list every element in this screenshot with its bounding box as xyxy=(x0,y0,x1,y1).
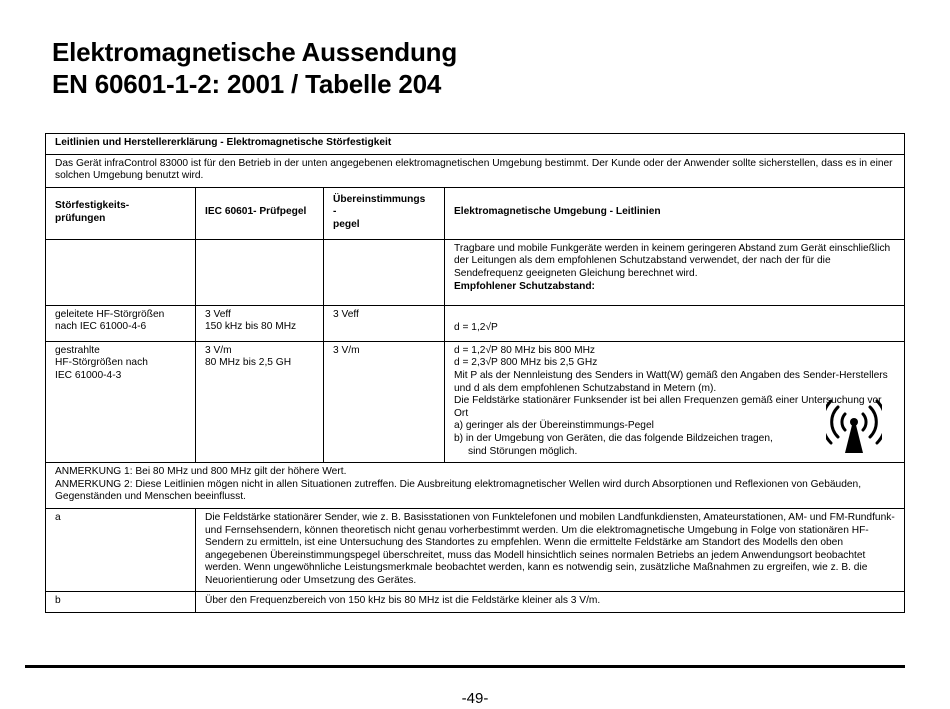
footer-divider xyxy=(25,665,905,668)
radiated-level-line2: 80 MHz bis 2,5 GH xyxy=(205,357,292,369)
col-header-test-line1: Störfestigkeits- xyxy=(55,200,130,212)
col-header-compliance-line1: Übereinstimmungs xyxy=(333,193,426,205)
notes-row xyxy=(46,463,905,509)
footnote-a-label: a xyxy=(46,508,196,592)
radiated-item-b-continued: sind Störungen möglich. xyxy=(468,445,578,457)
radiated-test-line3: IEC 61000-4-3 xyxy=(55,369,122,381)
conducted-formula: d = 1,2√P xyxy=(454,321,498,333)
conducted-environment-cell xyxy=(445,305,905,341)
col-header-level: IEC 60601- Prüfpegel xyxy=(196,187,324,239)
radiated-test-line1: gestrahlte xyxy=(55,344,100,356)
table-header-row xyxy=(46,134,905,155)
empty-cell xyxy=(324,239,445,305)
conducted-row xyxy=(46,305,905,341)
radiated-formula-2: d = 2,3√P 800 MHz bis 2,5 GHz xyxy=(454,357,598,369)
radiated-test-cell xyxy=(46,341,196,462)
radiated-field-strength-text: Die Feldstärke stationärer Funksender ist bei allen Frequenzen gemäß einer Untersuchung vor Ort xyxy=(454,395,882,419)
col-header-compliance xyxy=(324,187,445,239)
general-guidance-text: Tragbare und mobile Funkgeräte werden in keinem geringeren Abstand zum Gerät einschließlich der Leitungen als dem empfohlenen Schutzabstand verwendet, der nach der für die Sendefrequenz geeigneten Gleichung berechnet wird. xyxy=(454,242,891,279)
footnote-b-row xyxy=(46,592,905,613)
empty-cell xyxy=(196,239,324,305)
general-guidance-row xyxy=(46,239,905,305)
radiated-item-b: b) in der Umgebung von Geräten, die das folgende Bildzeichen tragen, xyxy=(454,432,773,444)
title-line-1: Elektromagnetische Aussendung xyxy=(52,37,457,67)
col-header-compliance-line3: pegel xyxy=(333,219,360,231)
conducted-test-line1: geleitete HF-Störgrößen xyxy=(55,308,165,320)
note-1: ANMERKUNG 1: Bei 80 MHz und 800 MHz gilt der höhere Wert. xyxy=(55,466,347,478)
col-header-environment: Elektromagnetische Umgebung - Leitlinien xyxy=(445,187,905,239)
immunity-table xyxy=(45,133,905,613)
radiated-power-explanation: Mit P als der Nennleistung des Senders in Watt(W) gemäß den Angaben des Sender-Herstellers und d als dem empfohlenen Schutzabstand in Metern (m). xyxy=(454,369,888,394)
footnote-a-text: Die Feldstärke stationärer Sender, wie z. B. Basisstationen von Funktelefonen und mobilen Landfunkdiensten, Amateurstationen, AM- und FM-Rundfunk- und Fernsehsendern, können theoretisch nicht genau vorherbestimmt werden. Um die elektromagnetische Umgebung in Folge von stationären HF-Sendern zu ermitteln, ist eine Untersuchung des Standortes zu empfehlen. Wenn die ermittelte Feldstärke am Standort des Modells den oben angegebenen Übereinstimmungspegel überschreitet, muss das Modell hinsichtlich seines normalen Betriebs an jedem Anwendungsort beobachtet werden. Wenn ungewöhnliche Leistungsmerkmale beobachtet werden, kann es notwendig sein, zusätzliche Maßnahmen zu ergreifen, wie z. B. die Neuorientierung oder Umsetzung des Gerätes. xyxy=(196,508,905,592)
col-header-test xyxy=(46,187,196,239)
intro-text: Das Gerät infraControl 83000 ist für den Betrieb in der unten angegebenen elektromagnetischen Umgebung bestimmt. Der Kunde oder der Anwender sollte sicherstellen, dass es in einer solchen Umgebung benutzt wird. xyxy=(46,154,905,187)
radiated-level-line1: 3 V/m xyxy=(205,344,232,356)
footnote-a-row xyxy=(46,508,905,592)
radiated-item-a: a) geringer als der Übereinstimmungs-Pegel xyxy=(454,420,654,432)
notes-cell xyxy=(46,463,905,509)
note-2: ANMERKUNG 2: Diese Leitlinien mögen nicht in allen Situationen zutreffen. Die Ausbreitung elektromagnetischer Wellen wird durch Absorptionen und Reflexionen von Gebäuden, Gegenständen und Menschen beeinflusst. xyxy=(55,478,862,503)
radiated-formula-1: d = 1,2√P 80 MHz bis 800 MHz xyxy=(454,344,596,356)
radiated-level-cell xyxy=(196,341,324,462)
radiated-row xyxy=(46,341,905,462)
page-number: -49- xyxy=(461,690,489,707)
radiated-compliance-cell: 3 V/m xyxy=(324,341,445,462)
conducted-compliance-cell: 3 Veff xyxy=(324,305,445,341)
radiated-environment-cell xyxy=(445,341,905,462)
table-header: Leitlinien und Herstellererklärung - Elektromagnetische Störfestigkeit xyxy=(46,134,905,155)
col-header-compliance-line2: - xyxy=(333,206,337,218)
intro-row xyxy=(46,154,905,187)
non-ionizing-radiation-icon xyxy=(826,398,882,456)
conducted-test-line2: nach IEC 61000-4-6 xyxy=(55,321,147,333)
empty-cell xyxy=(46,239,196,305)
title-line-2: EN 60601-1-2: 2001 / Tabelle 204 xyxy=(52,69,442,99)
conducted-level-cell xyxy=(196,305,324,341)
col-header-test-line2: prüfungen xyxy=(55,212,106,224)
page-title xyxy=(52,36,457,100)
conducted-level-line1: 3 Veff xyxy=(205,308,231,320)
column-header-row xyxy=(46,187,905,239)
conducted-level-line2: 150 kHz bis 80 MHz xyxy=(205,321,297,333)
footnote-b-text: Über den Frequenzbereich von 150 kHz bis 80 MHz ist die Feldstärke kleiner als 3 V/m. xyxy=(196,592,905,613)
radiated-test-line2: HF-Störgrößen nach xyxy=(55,357,148,369)
recommended-distance-label: Empfohlener Schutzabstand: xyxy=(454,280,595,292)
general-guidance-cell xyxy=(445,239,905,305)
footnote-b-label: b xyxy=(46,592,196,613)
conducted-test-cell xyxy=(46,305,196,341)
